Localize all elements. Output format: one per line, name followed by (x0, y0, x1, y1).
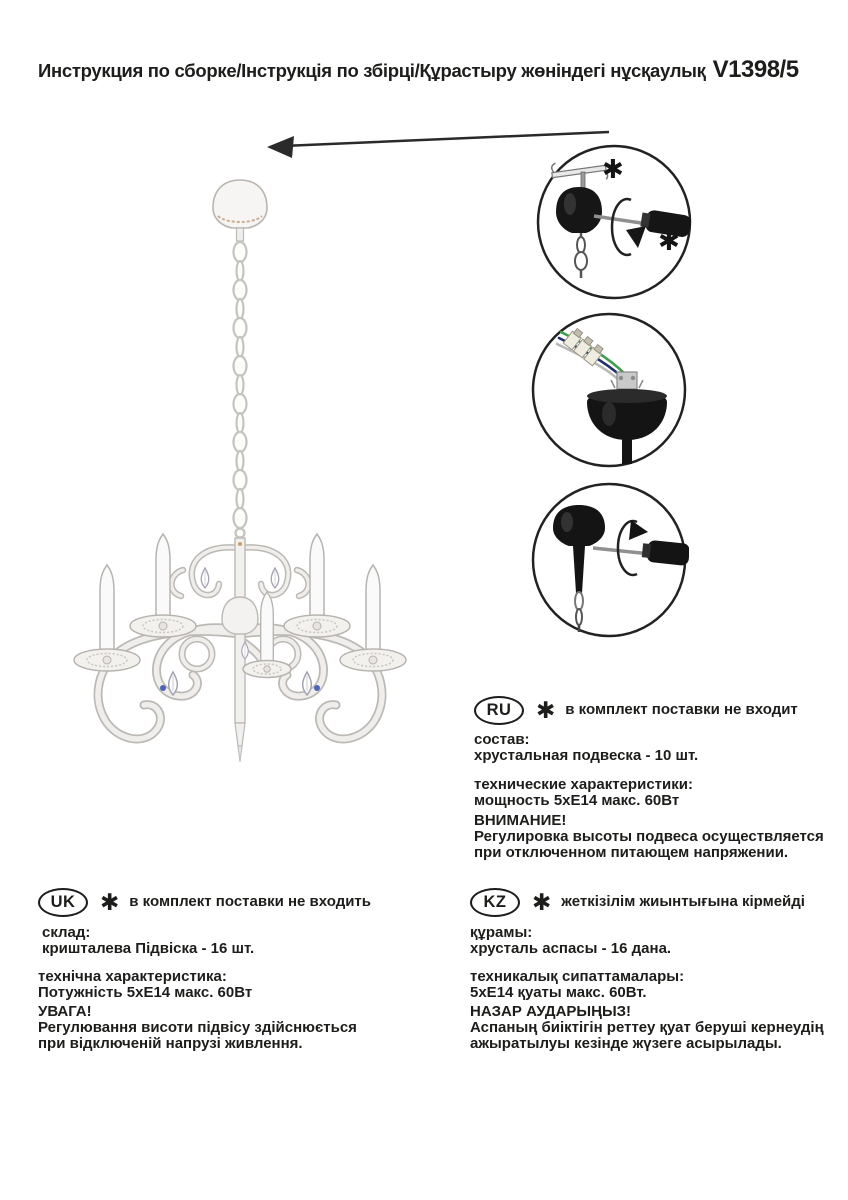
rotation-arrow-icon (612, 199, 646, 255)
uk-warning-line1: Регулювання висоти підвісу здійснюється (38, 1019, 357, 1036)
kz-warning (470, 1004, 848, 1052)
chandelier-chain (234, 242, 247, 538)
uk-badge: UK (38, 888, 88, 917)
kz-warning-line2: ажыратылуы кезінде жүзеге асырылады. (470, 1035, 782, 1052)
page-title: Инструкция по сборке/Інструкція по збірці/Құрастыру жөніндегі нұсқаулық (38, 60, 706, 81)
ru-specs-label: технические характеристики: (474, 776, 693, 793)
asterisk-icon: ✱ (532, 888, 552, 915)
ru-warning-line1: Регулировка высоты подвеса осуществляется (474, 828, 824, 845)
kz-warning-line1: Аспаның биіктігін реттеу қуат беруші кернеудің (470, 1019, 824, 1036)
kz-badge: KZ (470, 888, 520, 917)
kz-note: жеткізілім жиынтығына кірмейді (561, 893, 805, 910)
ru-composition-value: хрустальная подвеска - 10 шт. (474, 747, 699, 764)
kz-composition (470, 925, 848, 957)
uk-composition-value: кришталева Підвіска - 16 шт. (42, 940, 255, 957)
uk-warning-title: УВАГА! (38, 1003, 92, 1020)
step2-wiring-diagram (529, 310, 689, 470)
uk-warning (38, 1004, 428, 1052)
mounting-bracket (551, 156, 608, 186)
uk-composition (38, 925, 428, 957)
section-kz (470, 888, 848, 1052)
uk-badge-row (38, 888, 428, 916)
uk-specs (38, 969, 428, 1001)
uk-specs-value: Потужність 5хЕ14 макс. 60Вт (38, 984, 253, 1001)
hanging-chain (575, 233, 587, 278)
asterisk-icon: ✱ (658, 226, 680, 256)
kz-specs (470, 969, 848, 1001)
ceiling-cup (553, 505, 605, 546)
asterisk-icon: ✱ (100, 888, 120, 915)
uk-composition-label: склад: (42, 924, 91, 941)
ru-composition (474, 732, 848, 764)
step3-rod-adjustment-diagram (529, 480, 689, 640)
ru-warning-line2: при отключенном питающем напряжении. (474, 844, 789, 861)
asterisk-icon: ✱ (602, 154, 624, 184)
ru-badge-row (474, 696, 848, 724)
ceiling-cup (587, 389, 667, 440)
kz-badge-row (470, 888, 848, 916)
ru-composition-label: состав: (474, 731, 530, 748)
kz-specs-label: техникалық сипаттамалары: (470, 968, 685, 985)
kz-composition-label: құрамы: (470, 924, 533, 941)
chandelier-canopy (213, 180, 267, 241)
ceiling-cup (556, 187, 602, 233)
ru-badge: RU (474, 696, 524, 725)
ru-warning-title: ВНИМАНИЕ! (474, 812, 567, 829)
kz-specs-value: 5хЕ14 қуаты макс. 60Вт. (470, 984, 647, 1001)
page-header (38, 56, 838, 84)
uk-specs-label: технічна характеристика: (38, 968, 227, 985)
ru-specs (474, 777, 848, 809)
suspension-rod (573, 546, 585, 632)
chandelier-illustration (55, 172, 445, 782)
model-number: V1398/5 (712, 56, 799, 83)
section-ru (474, 696, 848, 861)
uk-note: в комплект поставки не входить (129, 893, 372, 910)
kz-composition-value: хрусталь аспасы - 16 дана. (470, 940, 672, 957)
ru-specs-value: мощность 5хЕ14 макс. 60Вт (474, 792, 680, 809)
step1-canopy-mounting-diagram (534, 142, 694, 302)
asterisk-icon: ✱ (536, 696, 556, 723)
cup-bracket (611, 372, 643, 389)
section-uk (38, 888, 428, 1052)
ru-warning (474, 813, 848, 861)
screwdriver-icon (593, 539, 689, 566)
power-cable (622, 439, 632, 464)
ru-note: в комплект поставки не входит (565, 701, 798, 718)
uk-warning-line2: при відключеній напрузі живлення. (38, 1035, 303, 1052)
kz-warning-title: НАЗАР АУДАРЫҢЫЗ! (470, 1003, 632, 1020)
